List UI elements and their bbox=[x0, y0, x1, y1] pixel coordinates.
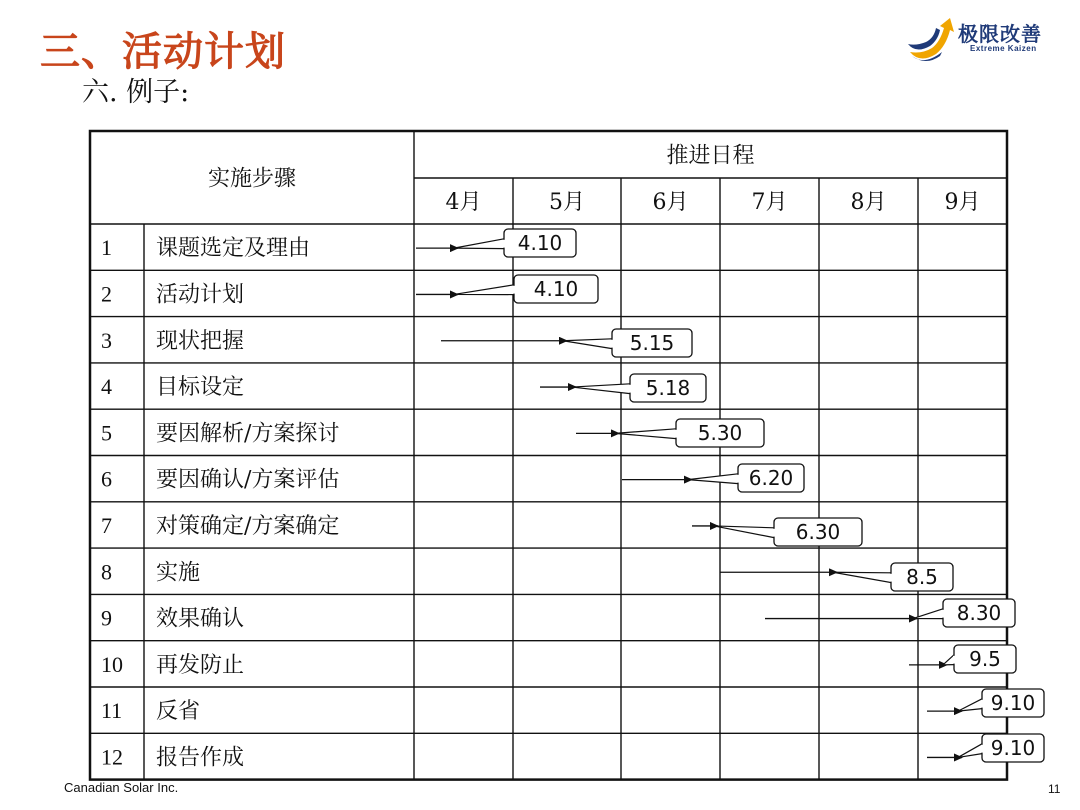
date-label: 9.5 bbox=[969, 647, 1001, 671]
date-label: 5.30 bbox=[697, 421, 743, 445]
schedule-item bbox=[909, 645, 1016, 673]
schedule-header: 推进日程 bbox=[666, 143, 755, 169]
row-number: 1 bbox=[101, 235, 112, 261]
logo-text-en: Extreme Kaizen bbox=[970, 44, 1037, 53]
steps-header: 实施步骤 bbox=[207, 166, 297, 192]
row-number: 11 bbox=[101, 698, 123, 724]
row-step: 再发防止 bbox=[156, 652, 245, 678]
row-step: 反省 bbox=[156, 699, 201, 725]
table-row bbox=[101, 744, 244, 770]
schedule-item bbox=[927, 689, 1044, 717]
schedule-item bbox=[692, 518, 862, 546]
schedule-item bbox=[622, 464, 804, 492]
row-number: 2 bbox=[101, 281, 112, 307]
row-number: 5 bbox=[101, 420, 112, 446]
month-header: 7月 bbox=[751, 190, 788, 215]
row-number: 9 bbox=[101, 605, 112, 631]
table-row bbox=[101, 467, 339, 493]
row-step: 现状把握 bbox=[156, 328, 245, 354]
row-step: 课题选定及理由 bbox=[156, 236, 311, 262]
row-number: 6 bbox=[101, 466, 112, 492]
row-number: 3 bbox=[101, 327, 112, 353]
callout-pointer bbox=[615, 429, 676, 439]
table-row bbox=[101, 698, 200, 724]
date-label: 5.15 bbox=[629, 331, 675, 355]
schedule-item bbox=[765, 599, 1015, 627]
callout-pointer bbox=[833, 572, 891, 582]
schedule-item bbox=[416, 275, 598, 303]
table-row bbox=[101, 559, 200, 585]
callout-pointer bbox=[958, 744, 982, 758]
table-row bbox=[101, 328, 244, 354]
row-step: 对策确定/方案确定 bbox=[156, 513, 340, 539]
callout-pointer bbox=[958, 699, 982, 711]
date-label: 4.10 bbox=[533, 277, 579, 301]
callout-pointer bbox=[454, 285, 514, 295]
schedule-item bbox=[441, 329, 692, 357]
date-label: 5.18 bbox=[645, 376, 691, 400]
row-step: 活动计划 bbox=[156, 282, 245, 308]
row-step: 效果确认 bbox=[156, 606, 245, 632]
table-row bbox=[101, 235, 310, 261]
row-number: 8 bbox=[101, 559, 112, 585]
table-row bbox=[101, 420, 339, 446]
row-step: 要因确认/方案评估 bbox=[156, 467, 340, 493]
row-step: 报告作成 bbox=[156, 745, 245, 771]
page-title: 三、活动计划 bbox=[40, 29, 286, 75]
month-header: 9月 bbox=[944, 190, 981, 215]
schedule-item bbox=[927, 734, 1044, 762]
row-step: 实施 bbox=[156, 560, 201, 586]
table-row bbox=[101, 606, 244, 632]
month-header: 8月 bbox=[850, 190, 887, 215]
callout-pointer bbox=[572, 384, 630, 394]
date-label: 9.10 bbox=[990, 691, 1036, 715]
month-header: 5月 bbox=[549, 190, 585, 215]
date-label: 6.20 bbox=[748, 466, 794, 490]
table-row bbox=[101, 281, 244, 307]
table-row bbox=[101, 513, 339, 539]
row-number: 10 bbox=[101, 651, 123, 677]
row-step: 要因解析/方案探讨 bbox=[156, 421, 340, 447]
row-number: 4 bbox=[101, 374, 112, 400]
row-number: 12 bbox=[101, 744, 123, 770]
month-header: 4月 bbox=[445, 190, 482, 215]
month-header: 6月 bbox=[652, 190, 689, 215]
callout-pointer bbox=[454, 239, 504, 249]
callout-pointer bbox=[563, 339, 612, 349]
callout-pointer bbox=[688, 474, 738, 484]
page-number: 11 bbox=[1048, 782, 1061, 796]
date-label: 9.10 bbox=[990, 736, 1036, 760]
table-row bbox=[101, 374, 244, 400]
schedule-item bbox=[416, 229, 576, 257]
row-step: 目标设定 bbox=[156, 375, 245, 401]
schedule-item bbox=[540, 374, 706, 402]
date-label: 6.30 bbox=[795, 520, 841, 544]
section-subtitle: 六. 例子: bbox=[82, 77, 190, 108]
table-row bbox=[101, 652, 244, 678]
schedule-item bbox=[576, 419, 764, 447]
footer-company: Canadian Solar Inc. bbox=[64, 780, 179, 795]
schedule-item bbox=[720, 563, 953, 591]
date-label: 8.5 bbox=[906, 565, 938, 589]
logo-text-cn: 极限改善 bbox=[958, 22, 1042, 46]
callout-pointer bbox=[943, 655, 954, 665]
date-label: 8.30 bbox=[956, 601, 1002, 625]
callout-pointer bbox=[714, 526, 774, 538]
row-number: 7 bbox=[101, 512, 112, 538]
date-label: 4.10 bbox=[517, 231, 563, 255]
